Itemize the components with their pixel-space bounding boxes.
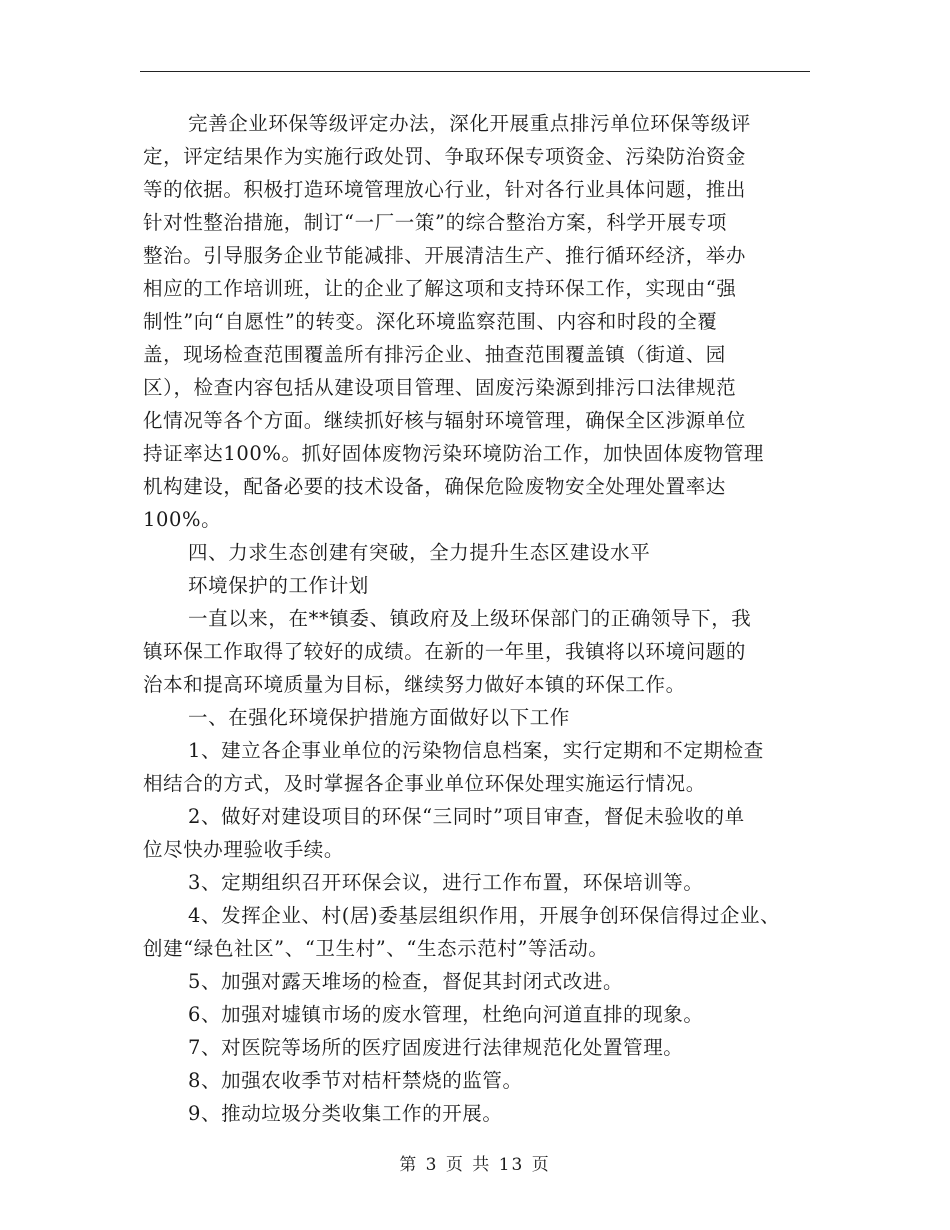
section-heading: 环境保护的工作计划 [188, 574, 369, 597]
list-item: 4、发挥企业、村(居)委基层组织作用，开展争创环保信得过企业、 [188, 904, 781, 927]
text-line: 等的依据。积极打造环境管理放心行业，针对各行业具体问题，推出 [143, 178, 747, 201]
list-item: 7、对医院等场所的医疗固废进行法律规范化处置管理。 [188, 1036, 684, 1059]
text-line: 机构建设，配备必要的技术设备，确保危险废物安全处理处置率达 [143, 475, 726, 498]
list-item: 6、加强对墟镇市场的废水管理，杜绝向河道直排的现象。 [188, 1003, 704, 1026]
list-item: 9、推动垃圾分类收集工作的开展。 [188, 1102, 503, 1125]
text-line: 区），检查内容包括从建设项目管理、固废污染源到排污口法律规范 [143, 376, 737, 399]
text-line: 相结合的方式，及时掌握各企事业单位环保处理实施运行情况。 [143, 772, 706, 795]
section-heading: 一、在强化环境保护措施方面做好以下工作 [188, 706, 570, 729]
text-line: 盖，现场检查范围覆盖所有排污企业、抽查范围覆盖镇（街道、园 [143, 343, 726, 366]
section-heading: 四、力求生态创建有突破，全力提升生态区建设水平 [188, 541, 651, 564]
text-line: 整治。引导服务企业节能减排、开展清洁生产、推行循环经济，举办 [143, 244, 747, 267]
text-line: 制性”向“自愿性”的转变。深化环境监察范围、内容和时段的全覆 [143, 310, 718, 333]
text-line: 创建“绿色社区”、“卫生村”、“生态示范村”等活动。 [143, 937, 609, 960]
text-line: 化情况等各个方面。继续抓好核与辐射环境管理，确保全区涉源单位 [143, 409, 747, 432]
text-line: 定，评定结果作为实施行政处罚、争取环保专项资金、污染防治资金 [143, 145, 747, 168]
text-line: 100%。 [143, 508, 222, 531]
list-item: 3、定期组织召开环保会议，进行工作布置，环保培训等。 [188, 871, 704, 894]
text-line: 针对性整治措施，制订“一厂一策”的综合整治方案，科学开展专项 [143, 211, 727, 234]
text-line: 镇环保工作取得了较好的成绩。在新的一年里，我镇将以环境问题的 [143, 640, 747, 663]
text-line: 位尽快办理验收手续。 [143, 838, 345, 861]
text-line: 一直以来，在**镇委、镇政府及上级环保部门的正确领导下，我 [188, 607, 752, 630]
text-line: 相应的工作培训班，让的企业了解这项和支持环保工作，实现由“强 [143, 277, 737, 300]
list-item: 5、加强对露天堆场的检查，督促其封闭式改进。 [188, 970, 624, 993]
list-item: 2、做好对建设项目的环保“三同时”项目审查，督促未验收的单 [188, 805, 745, 828]
header-rule [140, 71, 810, 72]
list-item: 1、建立各企事业单位的污染物信息档案，实行定期和不定期检查 [188, 739, 764, 762]
document-body [143, 107, 823, 1130]
text-line: 治本和提高环境质量为目标，继续努力做好本镇的环保工作。 [143, 673, 686, 696]
list-item: 8、加强农收季节对桔杆禁烧的监管。 [188, 1069, 523, 1092]
page-number: 第 3 页 共 13 页 [399, 1155, 551, 1175]
text-line: 持证率达100%。抓好固体废物污染环境防治工作，加快固体废物管理 [143, 442, 764, 465]
text-line: 完善企业环保等级评定办法，深化开展重点排污单位环保等级评 [188, 112, 751, 135]
